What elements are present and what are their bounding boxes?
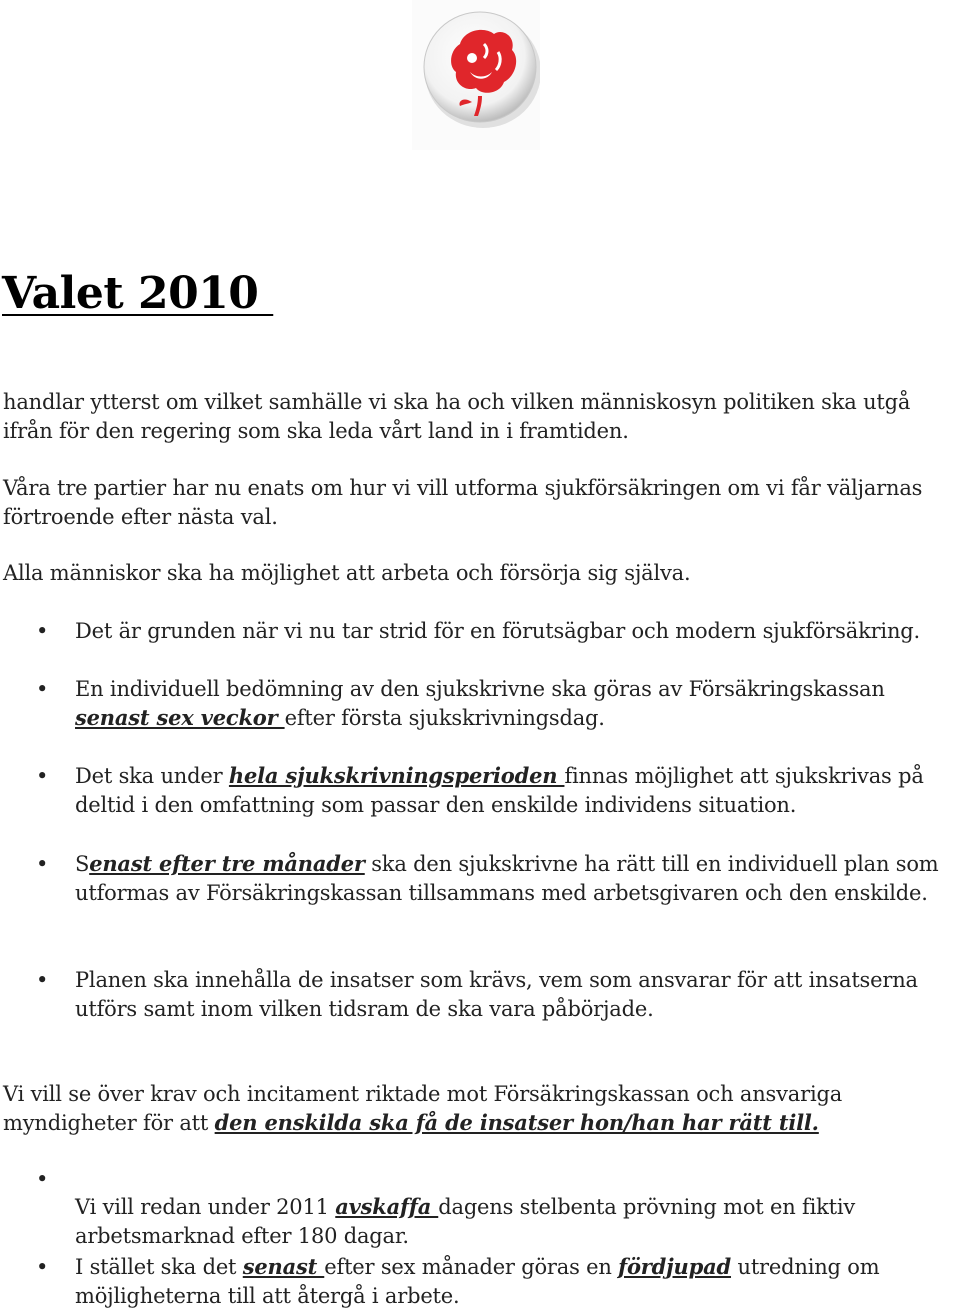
text-run: Det ska under [75, 764, 229, 788]
text-run: efter första sjukskrivningsdag. [284, 705, 605, 730]
emphasis-text: avskaffa [335, 1194, 439, 1219]
paragraph-intro: handlar ytterst om vilket samhälle vi ska ha och vilken människosyn politiken ska utgå ifrån för den regering som ska leda vårt land in i framtiden. [3, 390, 911, 443]
text-run: utredning om möjligheterna till att återgå i arbete. [75, 1255, 880, 1308]
bullet-icon: • [36, 764, 49, 788]
rose-emblem-icon [412, 0, 540, 150]
party-logo [412, 0, 540, 150]
emphasis-text: senast [242, 1254, 325, 1279]
text-run: S [75, 852, 90, 876]
text-run: Vi vill redan under 2011 [75, 1195, 336, 1219]
text-run: dagens stelbenta prövning mot en fiktiv arbetsmarknad efter 180 dagar. [75, 1195, 856, 1248]
list-item-text [75, 1193, 960, 1250]
text-run: finnas möjlighet att sjukskrivas på deltid i den omfattning som passar den enskilde individens situation. [75, 764, 924, 817]
page-title: Valet 2010 [2, 268, 274, 319]
paragraph-everyone: Alla människor ska ha möjlighet att arbeta och försörja sig själva. [3, 561, 691, 585]
bullet-icon: • [36, 619, 49, 643]
list-item-text [75, 850, 960, 907]
bullet-icon: • [36, 1255, 49, 1279]
emphasis-text: fördjupad [618, 1254, 732, 1279]
emphasis-text: hela sjukskrivningsperioden [228, 763, 565, 788]
text-run: Vi vill se över krav och incitament riktade mot Försäkringskassan och ansvariga myndigheter för att [3, 1082, 843, 1135]
bullet-icon: • [36, 1167, 49, 1191]
list-item-text: Det är grunden när vi nu tar strid för en förutsägbar och modern sjukförsäkring. [75, 619, 920, 643]
emphasis-text: enast efter tre månader [89, 851, 365, 876]
bullet-icon: • [36, 968, 49, 992]
text-run: En individuell bedömning av den sjukskrivne ska göras av Försäkringskassan [75, 677, 885, 701]
list-item-text [75, 1253, 960, 1310]
text-run: ska den sjukskrivne ha rätt till en individuell plan som utformas av Försäkringskassan tillsammans med arbetsgivaren och den enskilde. [75, 852, 939, 905]
text-run: efter sex månader göras en [324, 1255, 619, 1279]
paragraph-parties: Våra tre partier har nu enats om hur vi vill utforma sjukförsäkringen om vi får väljarnas förtroende efter nästa val. [3, 476, 923, 529]
bullet-icon: • [36, 677, 49, 701]
list-item-text [75, 762, 960, 819]
text-run: I stället ska det [75, 1255, 243, 1279]
bullet-icon: • [36, 852, 49, 876]
emphasis-text: senast sex veckor [75, 704, 285, 730]
paragraph-demands [3, 1080, 953, 1137]
emphasis-text: den enskilda ska få de insatser hon/han har rätt till. [214, 1109, 819, 1135]
list-item-text [75, 675, 960, 732]
list-item-text: Planen ska innehålla de insatser som krävs, vem som ansvarar för att insatserna utförs samt inom vilken tidsram de ska vara påbörjade. [75, 968, 918, 1021]
